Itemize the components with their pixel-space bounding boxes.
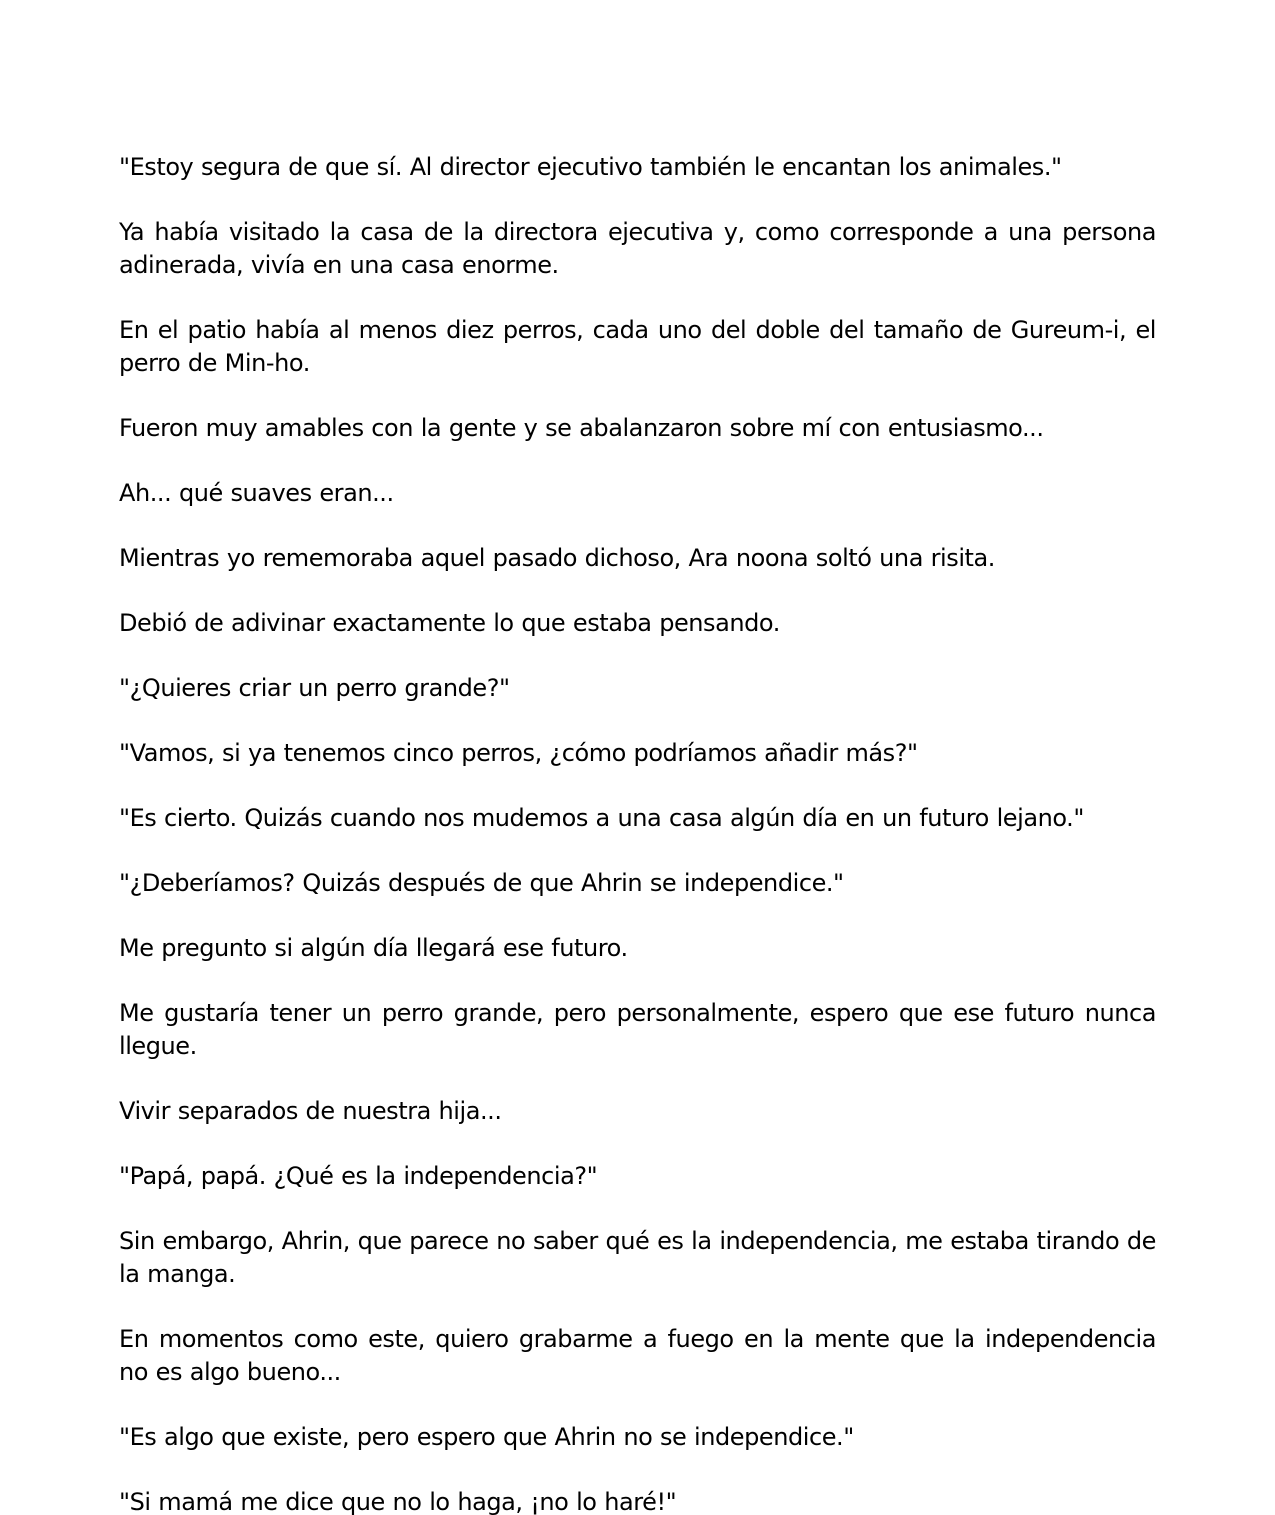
- paragraph: En momentos como este, quiero grabarme a fuego en la mente que la independencia no es algo bueno...: [119, 1325, 1156, 1386]
- paragraph: "Estoy segura de que sí. Al director ejecutivo también le encantan los animales.": [119, 153, 1062, 181]
- paragraph: Fueron muy amables con la gente y se abalanzaron sobre mí con entusiasmo...: [119, 414, 1044, 442]
- paragraph: "¿Quieres criar un perro grande?": [119, 674, 510, 702]
- paragraph: Mientras yo rememoraba aquel pasado dichoso, Ara noona soltó una risita.: [119, 544, 995, 572]
- paragraph: Sin embargo, Ahrin, que parece no saber qué es la independencia, me estaba tirando de la manga.: [119, 1227, 1156, 1288]
- paragraph: Me pregunto si algún día llegará ese futuro.: [119, 934, 628, 962]
- paragraph: Me gustaría tener un perro grande, pero personalmente, espero que ese futuro nunca llegue.: [119, 999, 1156, 1060]
- paragraph: "¿Deberíamos? Quizás después de que Ahrin se independice.": [119, 869, 844, 897]
- paragraph: Debió de adivinar exactamente lo que estaba pensando.: [119, 609, 780, 637]
- paragraph: En el patio había al menos diez perros, cada uno del doble del tamaño de Gureum-i, el perro de Min-ho.: [119, 316, 1156, 377]
- paragraph: Ah... qué suaves eran...: [119, 479, 394, 507]
- paragraph: "Papá, papá. ¿Qué es la independencia?": [119, 1162, 598, 1190]
- paragraph: "Es cierto. Quizás cuando nos mudemos a una casa algún día en un futuro lejano.": [119, 804, 1084, 832]
- body-text: [119, 151, 1156, 1515]
- paragraph: Ya había visitado la casa de la directora ejecutiva y, como corresponde a una persona adinerada, vivía en una casa enorme.: [119, 218, 1156, 279]
- paragraph: "Vamos, si ya tenemos cinco perros, ¿cómo podríamos añadir más?": [119, 739, 918, 767]
- paragraph: Vivir separados de nuestra hija...: [119, 1097, 502, 1125]
- paragraph: "Es algo que existe, pero espero que Ahrin no se independice.": [119, 1423, 854, 1451]
- paragraph: "Si mamá me dice que no lo haga, ¡no lo haré!": [119, 1488, 677, 1515]
